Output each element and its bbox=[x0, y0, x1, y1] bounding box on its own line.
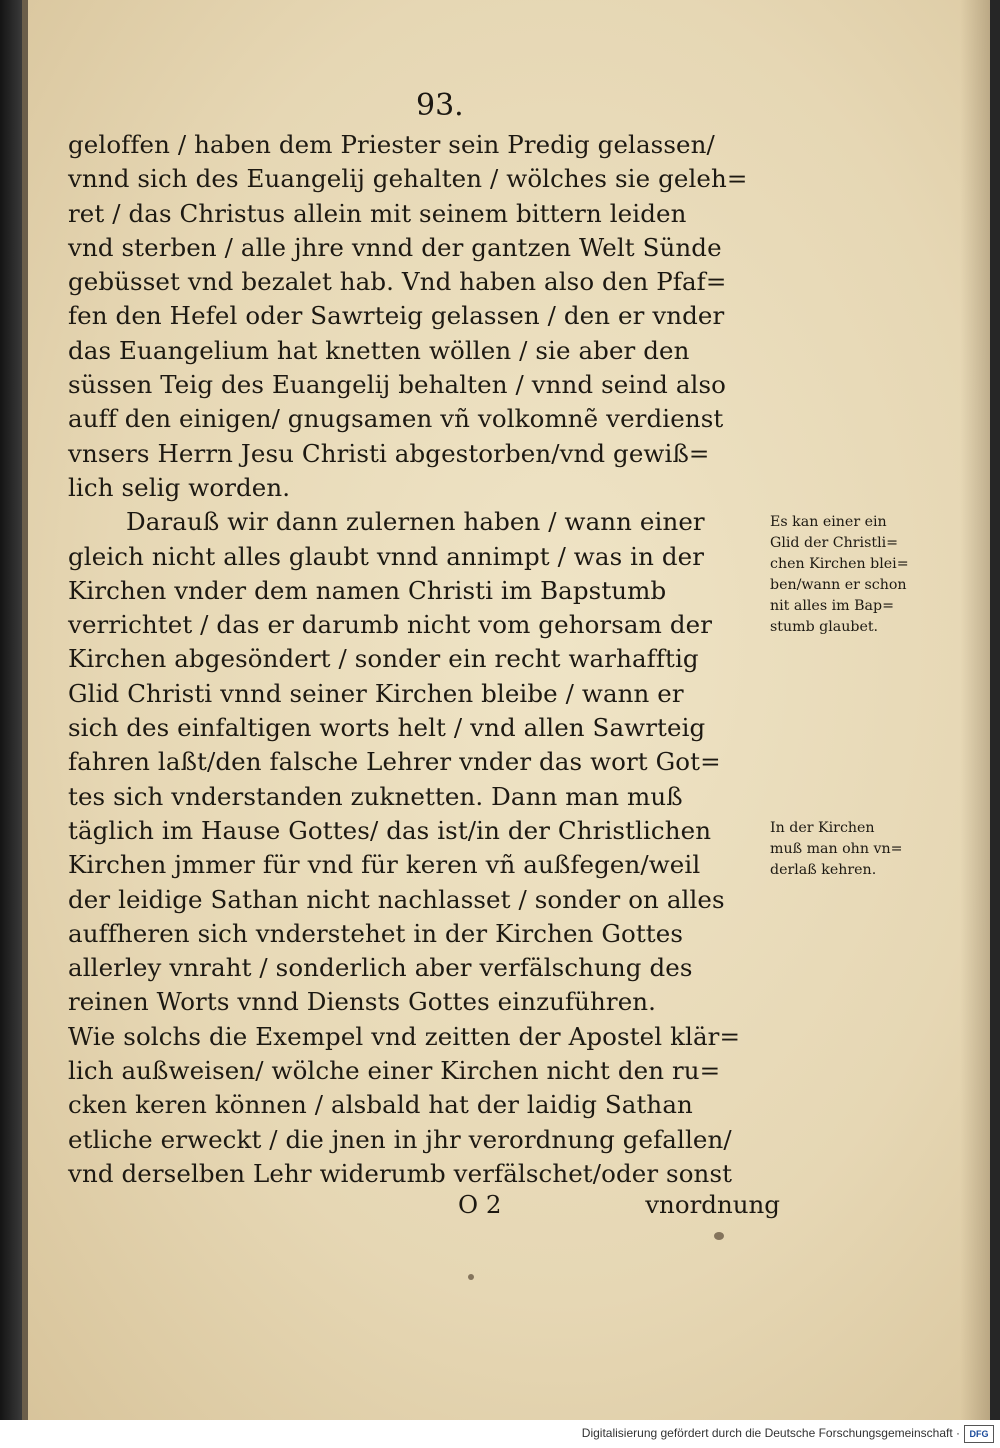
marginal-line: Es kan einer ein bbox=[770, 514, 887, 530]
text-line: fahren laßt/den falsche Lehrer vnder das wort Got= bbox=[68, 747, 721, 777]
text-line: gleich nicht alles glaubt vnnd annimpt / was in der bbox=[68, 541, 705, 571]
text-line: cken keren können / alsbald hat der laidig Sathan bbox=[68, 1090, 693, 1120]
text-line: auffheren sich vnderstehet in der Kirchen Gottes bbox=[68, 918, 684, 948]
text-line: vnnd sich des Euangelij gehalten / wölches sie geleh= bbox=[68, 164, 748, 194]
text-line: Glid Christi vnnd seiner Kirchen bleibe / wann er bbox=[68, 678, 684, 708]
text-line: geloffen / haben dem Priester sein Predig gelassen/ bbox=[68, 130, 715, 159]
text-line: süssen Teig des Euangelij behalten / vnnd seind also bbox=[68, 370, 726, 400]
text-line: vnd sterben / alle jhre vnnd der gantzen Welt Sünde bbox=[68, 232, 722, 262]
text-line: lich selig worden. bbox=[68, 472, 291, 502]
marginal-note bbox=[770, 818, 940, 881]
body-text bbox=[68, 128, 788, 1191]
ink-spot bbox=[468, 1274, 474, 1280]
marginal-line: ben/wann er schon bbox=[770, 577, 907, 593]
text-line: vnd derselben Lehr widerumb verfälschet/oder sonst bbox=[68, 1158, 733, 1188]
text-line: das Euangelium hat knetten wöllen / sie aber den bbox=[68, 335, 690, 365]
signature-mark: O 2 bbox=[458, 1190, 502, 1219]
text-line: auff den einigen/ gnugsamen vñ volkomnẽ verdienst bbox=[68, 404, 724, 434]
text-line: etliche erweckt / die jnen in jhr verordnung gefallen/ bbox=[68, 1124, 732, 1154]
text-line: allerley vnraht / sonderlich aber verfälschung des bbox=[68, 953, 693, 983]
ink-spot bbox=[714, 1232, 724, 1240]
catchword-row bbox=[68, 1190, 788, 1224]
page-number: 93. bbox=[416, 88, 464, 123]
paragraph-start-line: Darauß wir dann zulernen haben / wann einer bbox=[126, 507, 705, 537]
text-line: täglich im Hause Gottes/ das ist/in der Christlichen bbox=[68, 815, 712, 845]
text-line: Wie solchs die Exempel vnd zeitten der Apostel klär= bbox=[68, 1021, 741, 1051]
text-line: sich des einfaltigen worts helt / vnd allen Sawrteig bbox=[68, 713, 706, 743]
dfg-logo: DFG bbox=[964, 1425, 994, 1443]
marginal-line: nit alles im Bap= bbox=[770, 598, 894, 614]
marginal-note bbox=[770, 512, 940, 638]
digitization-footer bbox=[0, 1420, 1000, 1448]
text-line: der leidige Sathan nicht nachlasset / sonder on alles bbox=[68, 884, 725, 914]
text-line: verrichtet / das er darumb nicht vom gehorsam der bbox=[68, 610, 713, 640]
marginal-line: stumb glaubet. bbox=[770, 619, 879, 635]
book-page bbox=[22, 0, 990, 1420]
catchword: vnordnung bbox=[645, 1190, 780, 1219]
text-line: lich außweisen/ wölche einer Kirchen nicht den ru= bbox=[68, 1056, 721, 1086]
text-line: gebüsset vnd bezalet hab. Vnd haben also den Pfaf= bbox=[68, 267, 727, 297]
marginal-line: In der Kirchen bbox=[770, 820, 875, 836]
scan-left-edge bbox=[0, 0, 22, 1448]
funding-credit: Digitalisierung gefördert durch die Deutsche Forschungsgemeinschaft · bbox=[581, 1426, 960, 1440]
marginal-line: muß man ohn vn= bbox=[770, 841, 903, 857]
text-line: vnsers Herrn Jesu Christi abgestorben/vnd gewiß= bbox=[68, 438, 710, 468]
text-line: ret / das Christus allein mit seinem bittern leiden bbox=[68, 198, 687, 228]
marginal-line: Glid der Christli= bbox=[770, 535, 899, 551]
text-line: Kirchen vnder dem namen Christi im Bapstumb bbox=[68, 575, 667, 605]
text-line: fen den Hefel oder Sawrteig gelassen / den er vnder bbox=[68, 301, 725, 331]
text-line: Kirchen abgesöndert / sonder ein recht warhafftig bbox=[68, 644, 699, 674]
text-line: reinen Worts vnnd Diensts Gottes einzuführen. bbox=[68, 987, 657, 1017]
text-line: tes sich vnderstanden zuknetten. Dann man muß bbox=[68, 781, 683, 811]
marginal-line: derlaß kehren. bbox=[770, 862, 877, 878]
text-line: Kirchen jmmer für vnd für keren vñ außfegen/weil bbox=[68, 850, 701, 880]
marginal-line: chen Kirchen blei= bbox=[770, 556, 909, 572]
